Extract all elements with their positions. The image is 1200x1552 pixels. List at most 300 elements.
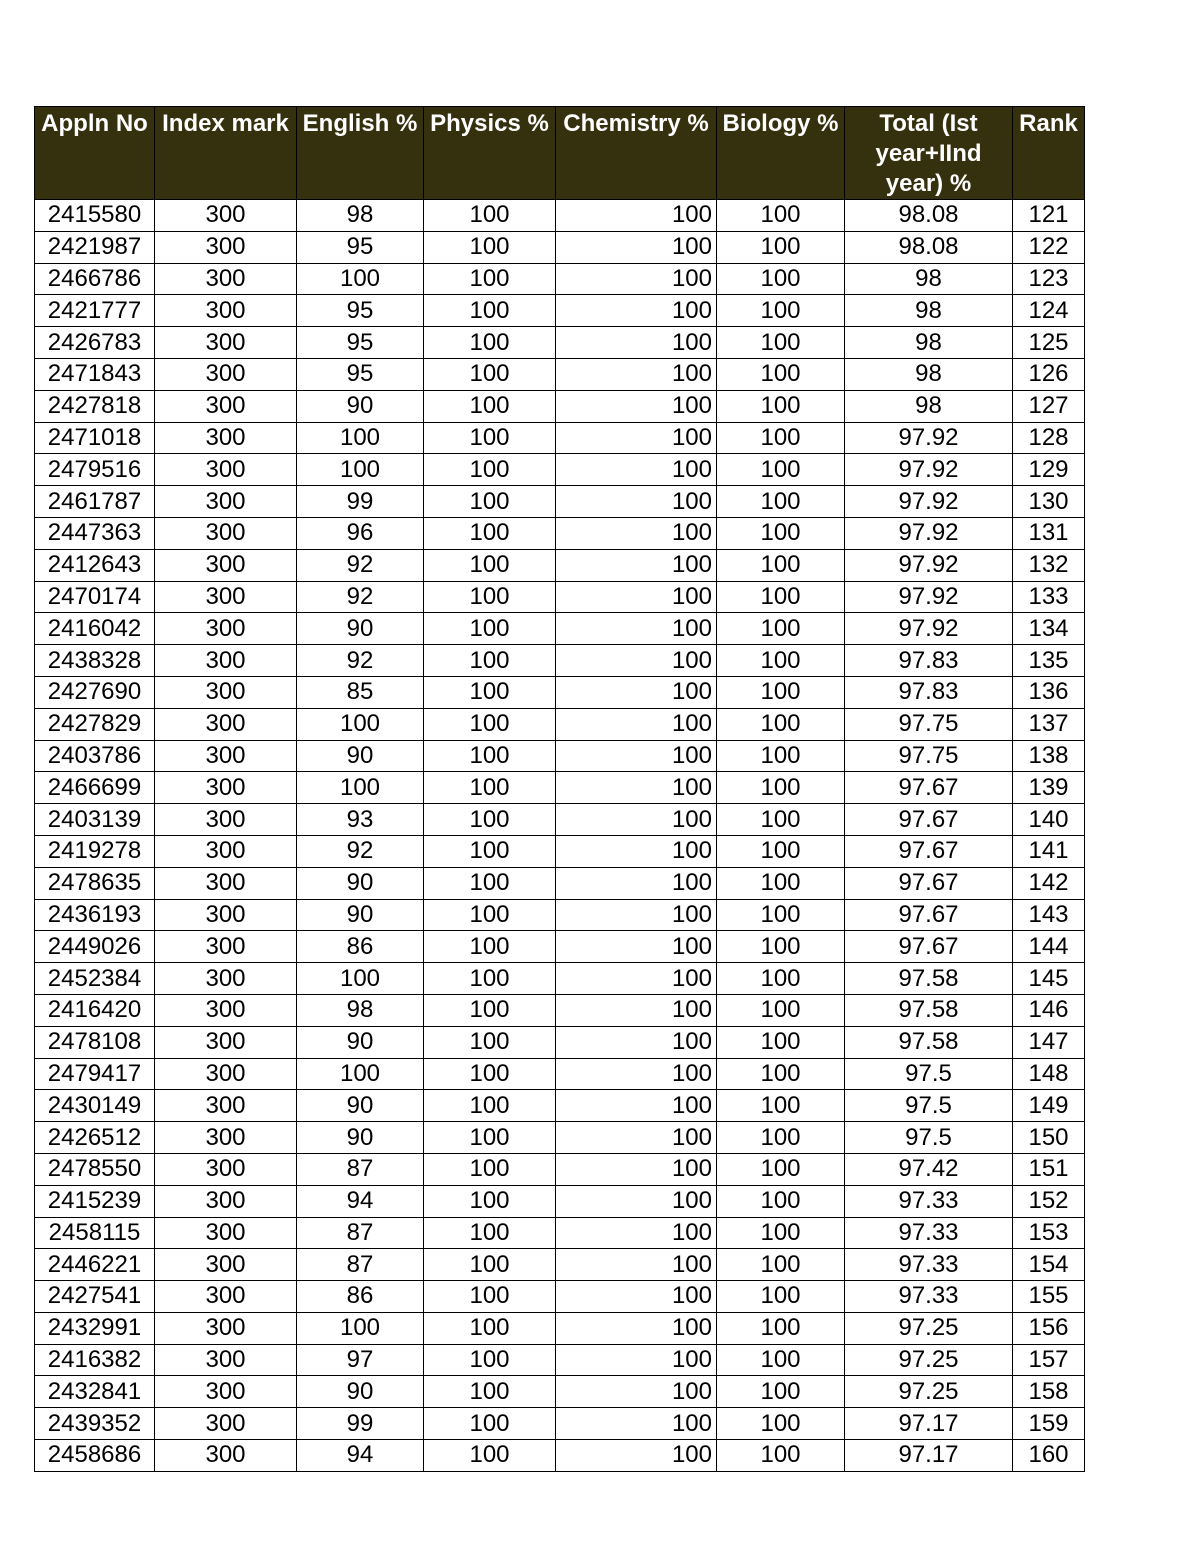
total-cell: 98.08: [845, 200, 1013, 232]
physics-cell: 100: [424, 1122, 556, 1154]
table-header: [35, 107, 1085, 200]
table-row: [35, 867, 1085, 899]
total-cell: 97.58: [845, 994, 1013, 1026]
physics-cell: 100: [424, 835, 556, 867]
biology-cell: 100: [717, 708, 845, 740]
english-cell: 92: [297, 549, 424, 581]
rank-cell: 146: [1013, 994, 1085, 1026]
total-cell: 97.92: [845, 613, 1013, 645]
chemistry-cell: 100: [556, 867, 717, 899]
rank-cell: 128: [1013, 422, 1085, 454]
chemistry-cell: 100: [556, 358, 717, 390]
appln-no-cell: 2466699: [35, 772, 155, 804]
english-cell: 97: [297, 1344, 424, 1376]
chemistry-cell: 100: [556, 994, 717, 1026]
biology-cell: 100: [717, 1376, 845, 1408]
index-mark-cell: 300: [155, 358, 297, 390]
chemistry-cell: 100: [556, 676, 717, 708]
chemistry-cell: 100: [556, 772, 717, 804]
rank-cell: 134: [1013, 613, 1085, 645]
index-mark-cell: 300: [155, 963, 297, 995]
table-row: [35, 899, 1085, 931]
appln-no-cell: 2403139: [35, 804, 155, 836]
biology-cell: 100: [717, 867, 845, 899]
index-mark-cell: 300: [155, 867, 297, 899]
biology-cell: 100: [717, 1281, 845, 1313]
table-row: [35, 1376, 1085, 1408]
rank-cell: 151: [1013, 1153, 1085, 1185]
index-mark-cell: 300: [155, 517, 297, 549]
appln-no-cell: 2447363: [35, 517, 155, 549]
index-mark-cell: 300: [155, 835, 297, 867]
total-cell: 97.67: [845, 899, 1013, 931]
table-row: [35, 200, 1085, 232]
chemistry-cell: 100: [556, 422, 717, 454]
physics-cell: 100: [424, 1281, 556, 1313]
header-rank: Rank: [1013, 107, 1085, 200]
appln-no-cell: 2461787: [35, 486, 155, 518]
table-row: [35, 994, 1085, 1026]
rank-cell: 121: [1013, 200, 1085, 232]
total-cell: 97.83: [845, 645, 1013, 677]
table-row: [35, 645, 1085, 677]
total-cell: 97.33: [845, 1185, 1013, 1217]
index-mark-cell: 300: [155, 1153, 297, 1185]
rank-cell: 138: [1013, 740, 1085, 772]
header-index-mark: Index mark: [155, 107, 297, 200]
appln-no-cell: 2470174: [35, 581, 155, 613]
index-mark-cell: 300: [155, 899, 297, 931]
biology-cell: 100: [717, 549, 845, 581]
english-cell: 90: [297, 1090, 424, 1122]
total-cell: 97.75: [845, 708, 1013, 740]
rank-cell: 155: [1013, 1281, 1085, 1313]
table-row: [35, 549, 1085, 581]
header-total: Total (Ist year+IInd year) %: [845, 107, 1013, 200]
physics-cell: 100: [424, 454, 556, 486]
total-cell: 97.17: [845, 1440, 1013, 1472]
english-cell: 100: [297, 708, 424, 740]
chemistry-cell: 100: [556, 1122, 717, 1154]
rank-cell: 130: [1013, 486, 1085, 518]
chemistry-cell: 100: [556, 1408, 717, 1440]
table-row: [35, 1153, 1085, 1185]
total-cell: 97.25: [845, 1344, 1013, 1376]
total-cell: 97.33: [845, 1217, 1013, 1249]
physics-cell: 100: [424, 867, 556, 899]
chemistry-cell: 100: [556, 1440, 717, 1472]
appln-no-cell: 2432991: [35, 1312, 155, 1344]
table-row: [35, 1344, 1085, 1376]
physics-cell: 100: [424, 994, 556, 1026]
english-cell: 90: [297, 740, 424, 772]
physics-cell: 100: [424, 645, 556, 677]
biology-cell: 100: [717, 1185, 845, 1217]
biology-cell: 100: [717, 454, 845, 486]
total-cell: 98: [845, 327, 1013, 359]
table-row: [35, 835, 1085, 867]
english-cell: 90: [297, 899, 424, 931]
table-row: [35, 1185, 1085, 1217]
chemistry-cell: 100: [556, 613, 717, 645]
index-mark-cell: 300: [155, 804, 297, 836]
appln-no-cell: 2452384: [35, 963, 155, 995]
appln-no-cell: 2421777: [35, 295, 155, 327]
header-physics: Physics %: [424, 107, 556, 200]
physics-cell: 100: [424, 422, 556, 454]
physics-cell: 100: [424, 390, 556, 422]
index-mark-cell: 300: [155, 1058, 297, 1090]
table-row: [35, 1058, 1085, 1090]
english-cell: 92: [297, 645, 424, 677]
english-cell: 93: [297, 804, 424, 836]
header-english: English %: [297, 107, 424, 200]
index-mark-cell: 300: [155, 581, 297, 613]
physics-cell: 100: [424, 1185, 556, 1217]
appln-no-cell: 2421987: [35, 231, 155, 263]
physics-cell: 100: [424, 1249, 556, 1281]
chemistry-cell: 100: [556, 1281, 717, 1313]
english-cell: 90: [297, 1122, 424, 1154]
rank-cell: 125: [1013, 327, 1085, 359]
biology-cell: 100: [717, 1058, 845, 1090]
table-row: [35, 931, 1085, 963]
index-mark-cell: 300: [155, 1408, 297, 1440]
total-cell: 97.67: [845, 772, 1013, 804]
english-cell: 92: [297, 581, 424, 613]
total-cell: 97.67: [845, 867, 1013, 899]
rank-cell: 139: [1013, 772, 1085, 804]
chemistry-cell: 100: [556, 1153, 717, 1185]
total-cell: 98: [845, 358, 1013, 390]
english-cell: 99: [297, 486, 424, 518]
english-cell: 87: [297, 1217, 424, 1249]
physics-cell: 100: [424, 1217, 556, 1249]
table-row: [35, 231, 1085, 263]
rank-cell: 147: [1013, 1026, 1085, 1058]
biology-cell: 100: [717, 804, 845, 836]
index-mark-cell: 300: [155, 740, 297, 772]
appln-no-cell: 2438328: [35, 645, 155, 677]
biology-cell: 100: [717, 1026, 845, 1058]
biology-cell: 100: [717, 1153, 845, 1185]
english-cell: 98: [297, 200, 424, 232]
appln-no-cell: 2427818: [35, 390, 155, 422]
english-cell: 90: [297, 390, 424, 422]
header-chemistry: Chemistry %: [556, 107, 717, 200]
english-cell: 95: [297, 327, 424, 359]
total-cell: 98: [845, 390, 1013, 422]
biology-cell: 100: [717, 963, 845, 995]
total-cell: 97.33: [845, 1249, 1013, 1281]
physics-cell: 100: [424, 772, 556, 804]
biology-cell: 100: [717, 994, 845, 1026]
biology-cell: 100: [717, 1249, 845, 1281]
table-row: [35, 1312, 1085, 1344]
table-row: [35, 963, 1085, 995]
index-mark-cell: 300: [155, 1090, 297, 1122]
physics-cell: 100: [424, 804, 556, 836]
index-mark-cell: 300: [155, 1376, 297, 1408]
physics-cell: 100: [424, 1058, 556, 1090]
appln-no-cell: 2458686: [35, 1440, 155, 1472]
english-cell: 94: [297, 1185, 424, 1217]
appln-no-cell: 2478108: [35, 1026, 155, 1058]
table-row: [35, 295, 1085, 327]
chemistry-cell: 100: [556, 581, 717, 613]
physics-cell: 100: [424, 486, 556, 518]
index-mark-cell: 300: [155, 1026, 297, 1058]
appln-no-cell: 2436193: [35, 899, 155, 931]
physics-cell: 100: [424, 963, 556, 995]
total-cell: 98: [845, 263, 1013, 295]
chemistry-cell: 100: [556, 835, 717, 867]
chemistry-cell: 100: [556, 200, 717, 232]
table-row: [35, 422, 1085, 454]
table-row: [35, 708, 1085, 740]
appln-no-cell: 2430149: [35, 1090, 155, 1122]
total-cell: 97.17: [845, 1408, 1013, 1440]
index-mark-cell: 300: [155, 486, 297, 518]
chemistry-cell: 100: [556, 740, 717, 772]
appln-no-cell: 2479417: [35, 1058, 155, 1090]
english-cell: 95: [297, 295, 424, 327]
biology-cell: 100: [717, 263, 845, 295]
table-row: [35, 1217, 1085, 1249]
physics-cell: 100: [424, 581, 556, 613]
index-mark-cell: 300: [155, 200, 297, 232]
biology-cell: 100: [717, 327, 845, 359]
appln-no-cell: 2449026: [35, 931, 155, 963]
physics-cell: 100: [424, 358, 556, 390]
total-cell: 97.92: [845, 549, 1013, 581]
table-row: [35, 1440, 1085, 1472]
chemistry-cell: 100: [556, 295, 717, 327]
table-row: [35, 676, 1085, 708]
rank-cell: 159: [1013, 1408, 1085, 1440]
biology-cell: 100: [717, 295, 845, 327]
total-cell: 97.58: [845, 963, 1013, 995]
appln-no-cell: 2416042: [35, 613, 155, 645]
physics-cell: 100: [424, 613, 556, 645]
table-row: [35, 358, 1085, 390]
rank-cell: 144: [1013, 931, 1085, 963]
rank-cell: 122: [1013, 231, 1085, 263]
biology-cell: 100: [717, 645, 845, 677]
appln-no-cell: 2427541: [35, 1281, 155, 1313]
biology-cell: 100: [717, 1440, 845, 1472]
appln-no-cell: 2415580: [35, 200, 155, 232]
index-mark-cell: 300: [155, 1312, 297, 1344]
biology-cell: 100: [717, 231, 845, 263]
total-cell: 97.92: [845, 517, 1013, 549]
rank-cell: 156: [1013, 1312, 1085, 1344]
appln-no-cell: 2419278: [35, 835, 155, 867]
rank-cell: 150: [1013, 1122, 1085, 1154]
english-cell: 85: [297, 676, 424, 708]
appln-no-cell: 2471843: [35, 358, 155, 390]
english-cell: 86: [297, 1281, 424, 1313]
appln-no-cell: 2416420: [35, 994, 155, 1026]
appln-no-cell: 2426783: [35, 327, 155, 359]
rank-cell: 154: [1013, 1249, 1085, 1281]
table-row: [35, 1408, 1085, 1440]
english-cell: 100: [297, 454, 424, 486]
physics-cell: 100: [424, 1344, 556, 1376]
total-cell: 97.58: [845, 1026, 1013, 1058]
index-mark-cell: 300: [155, 1122, 297, 1154]
total-cell: 97.67: [845, 835, 1013, 867]
chemistry-cell: 100: [556, 1026, 717, 1058]
english-cell: 92: [297, 835, 424, 867]
english-cell: 94: [297, 1440, 424, 1472]
chemistry-cell: 100: [556, 1249, 717, 1281]
chemistry-cell: 100: [556, 231, 717, 263]
index-mark-cell: 300: [155, 1217, 297, 1249]
biology-cell: 100: [717, 581, 845, 613]
table-row: [35, 1281, 1085, 1313]
table-row: [35, 486, 1085, 518]
chemistry-cell: 100: [556, 708, 717, 740]
appln-no-cell: 2446221: [35, 1249, 155, 1281]
chemistry-cell: 100: [556, 454, 717, 486]
index-mark-cell: 300: [155, 1344, 297, 1376]
biology-cell: 100: [717, 740, 845, 772]
physics-cell: 100: [424, 1153, 556, 1185]
rank-cell: 140: [1013, 804, 1085, 836]
index-mark-cell: 300: [155, 263, 297, 295]
biology-cell: 100: [717, 1344, 845, 1376]
biology-cell: 100: [717, 613, 845, 645]
total-cell: 97.5: [845, 1058, 1013, 1090]
physics-cell: 100: [424, 295, 556, 327]
rank-cell: 149: [1013, 1090, 1085, 1122]
physics-cell: 100: [424, 708, 556, 740]
total-cell: 97.92: [845, 422, 1013, 454]
chemistry-cell: 100: [556, 486, 717, 518]
appln-no-cell: 2439352: [35, 1408, 155, 1440]
english-cell: 100: [297, 772, 424, 804]
index-mark-cell: 300: [155, 676, 297, 708]
chemistry-cell: 100: [556, 263, 717, 295]
total-cell: 98.08: [845, 231, 1013, 263]
index-mark-cell: 300: [155, 931, 297, 963]
chemistry-cell: 100: [556, 390, 717, 422]
total-cell: 97.25: [845, 1376, 1013, 1408]
table-row: [35, 454, 1085, 486]
physics-cell: 100: [424, 327, 556, 359]
rank-cell: 132: [1013, 549, 1085, 581]
biology-cell: 100: [717, 200, 845, 232]
total-cell: 97.83: [845, 676, 1013, 708]
biology-cell: 100: [717, 1217, 845, 1249]
biology-cell: 100: [717, 1312, 845, 1344]
rank-cell: 135: [1013, 645, 1085, 677]
biology-cell: 100: [717, 390, 845, 422]
english-cell: 100: [297, 963, 424, 995]
appln-no-cell: 2427690: [35, 676, 155, 708]
rank-cell: 145: [1013, 963, 1085, 995]
chemistry-cell: 100: [556, 1185, 717, 1217]
appln-no-cell: 2412643: [35, 549, 155, 581]
physics-cell: 100: [424, 1440, 556, 1472]
english-cell: 90: [297, 613, 424, 645]
biology-cell: 100: [717, 1122, 845, 1154]
table-row: [35, 390, 1085, 422]
rank-cell: 123: [1013, 263, 1085, 295]
english-cell: 87: [297, 1153, 424, 1185]
table-row: [35, 263, 1085, 295]
physics-cell: 100: [424, 1026, 556, 1058]
rank-cell: 137: [1013, 708, 1085, 740]
physics-cell: 100: [424, 517, 556, 549]
rank-cell: 143: [1013, 899, 1085, 931]
chemistry-cell: 100: [556, 1217, 717, 1249]
index-mark-cell: 300: [155, 1185, 297, 1217]
table-row: [35, 772, 1085, 804]
total-cell: 97.33: [845, 1281, 1013, 1313]
chemistry-cell: 100: [556, 327, 717, 359]
total-cell: 97.67: [845, 931, 1013, 963]
biology-cell: 100: [717, 422, 845, 454]
total-cell: 97.92: [845, 486, 1013, 518]
header-biology: Biology %: [717, 107, 845, 200]
english-cell: 100: [297, 1312, 424, 1344]
rank-cell: 153: [1013, 1217, 1085, 1249]
rank-cell: 129: [1013, 454, 1085, 486]
english-cell: 86: [297, 931, 424, 963]
total-cell: 97.75: [845, 740, 1013, 772]
biology-cell: 100: [717, 772, 845, 804]
physics-cell: 100: [424, 1312, 556, 1344]
rank-cell: 158: [1013, 1376, 1085, 1408]
table-row: [35, 613, 1085, 645]
index-mark-cell: 300: [155, 327, 297, 359]
rank-cell: 148: [1013, 1058, 1085, 1090]
chemistry-cell: 100: [556, 1058, 717, 1090]
table-row: [35, 1122, 1085, 1154]
english-cell: 87: [297, 1249, 424, 1281]
index-mark-cell: 300: [155, 1249, 297, 1281]
physics-cell: 100: [424, 263, 556, 295]
rank-cell: 141: [1013, 835, 1085, 867]
appln-no-cell: 2415239: [35, 1185, 155, 1217]
chemistry-cell: 100: [556, 549, 717, 581]
english-cell: 90: [297, 867, 424, 899]
appln-no-cell: 2471018: [35, 422, 155, 454]
total-cell: 97.5: [845, 1090, 1013, 1122]
english-cell: 98: [297, 994, 424, 1026]
appln-no-cell: 2479516: [35, 454, 155, 486]
appln-no-cell: 2478550: [35, 1153, 155, 1185]
rank-cell: 124: [1013, 295, 1085, 327]
chemistry-cell: 100: [556, 1312, 717, 1344]
total-cell: 97.67: [845, 804, 1013, 836]
english-cell: 95: [297, 231, 424, 263]
index-mark-cell: 300: [155, 708, 297, 740]
chemistry-cell: 100: [556, 645, 717, 677]
rank-cell: 126: [1013, 358, 1085, 390]
appln-no-cell: 2426512: [35, 1122, 155, 1154]
rank-cell: 136: [1013, 676, 1085, 708]
table-row: [35, 581, 1085, 613]
physics-cell: 100: [424, 1408, 556, 1440]
rank-cell: 142: [1013, 867, 1085, 899]
index-mark-cell: 300: [155, 390, 297, 422]
chemistry-cell: 100: [556, 1090, 717, 1122]
index-mark-cell: 300: [155, 295, 297, 327]
chemistry-cell: 100: [556, 963, 717, 995]
